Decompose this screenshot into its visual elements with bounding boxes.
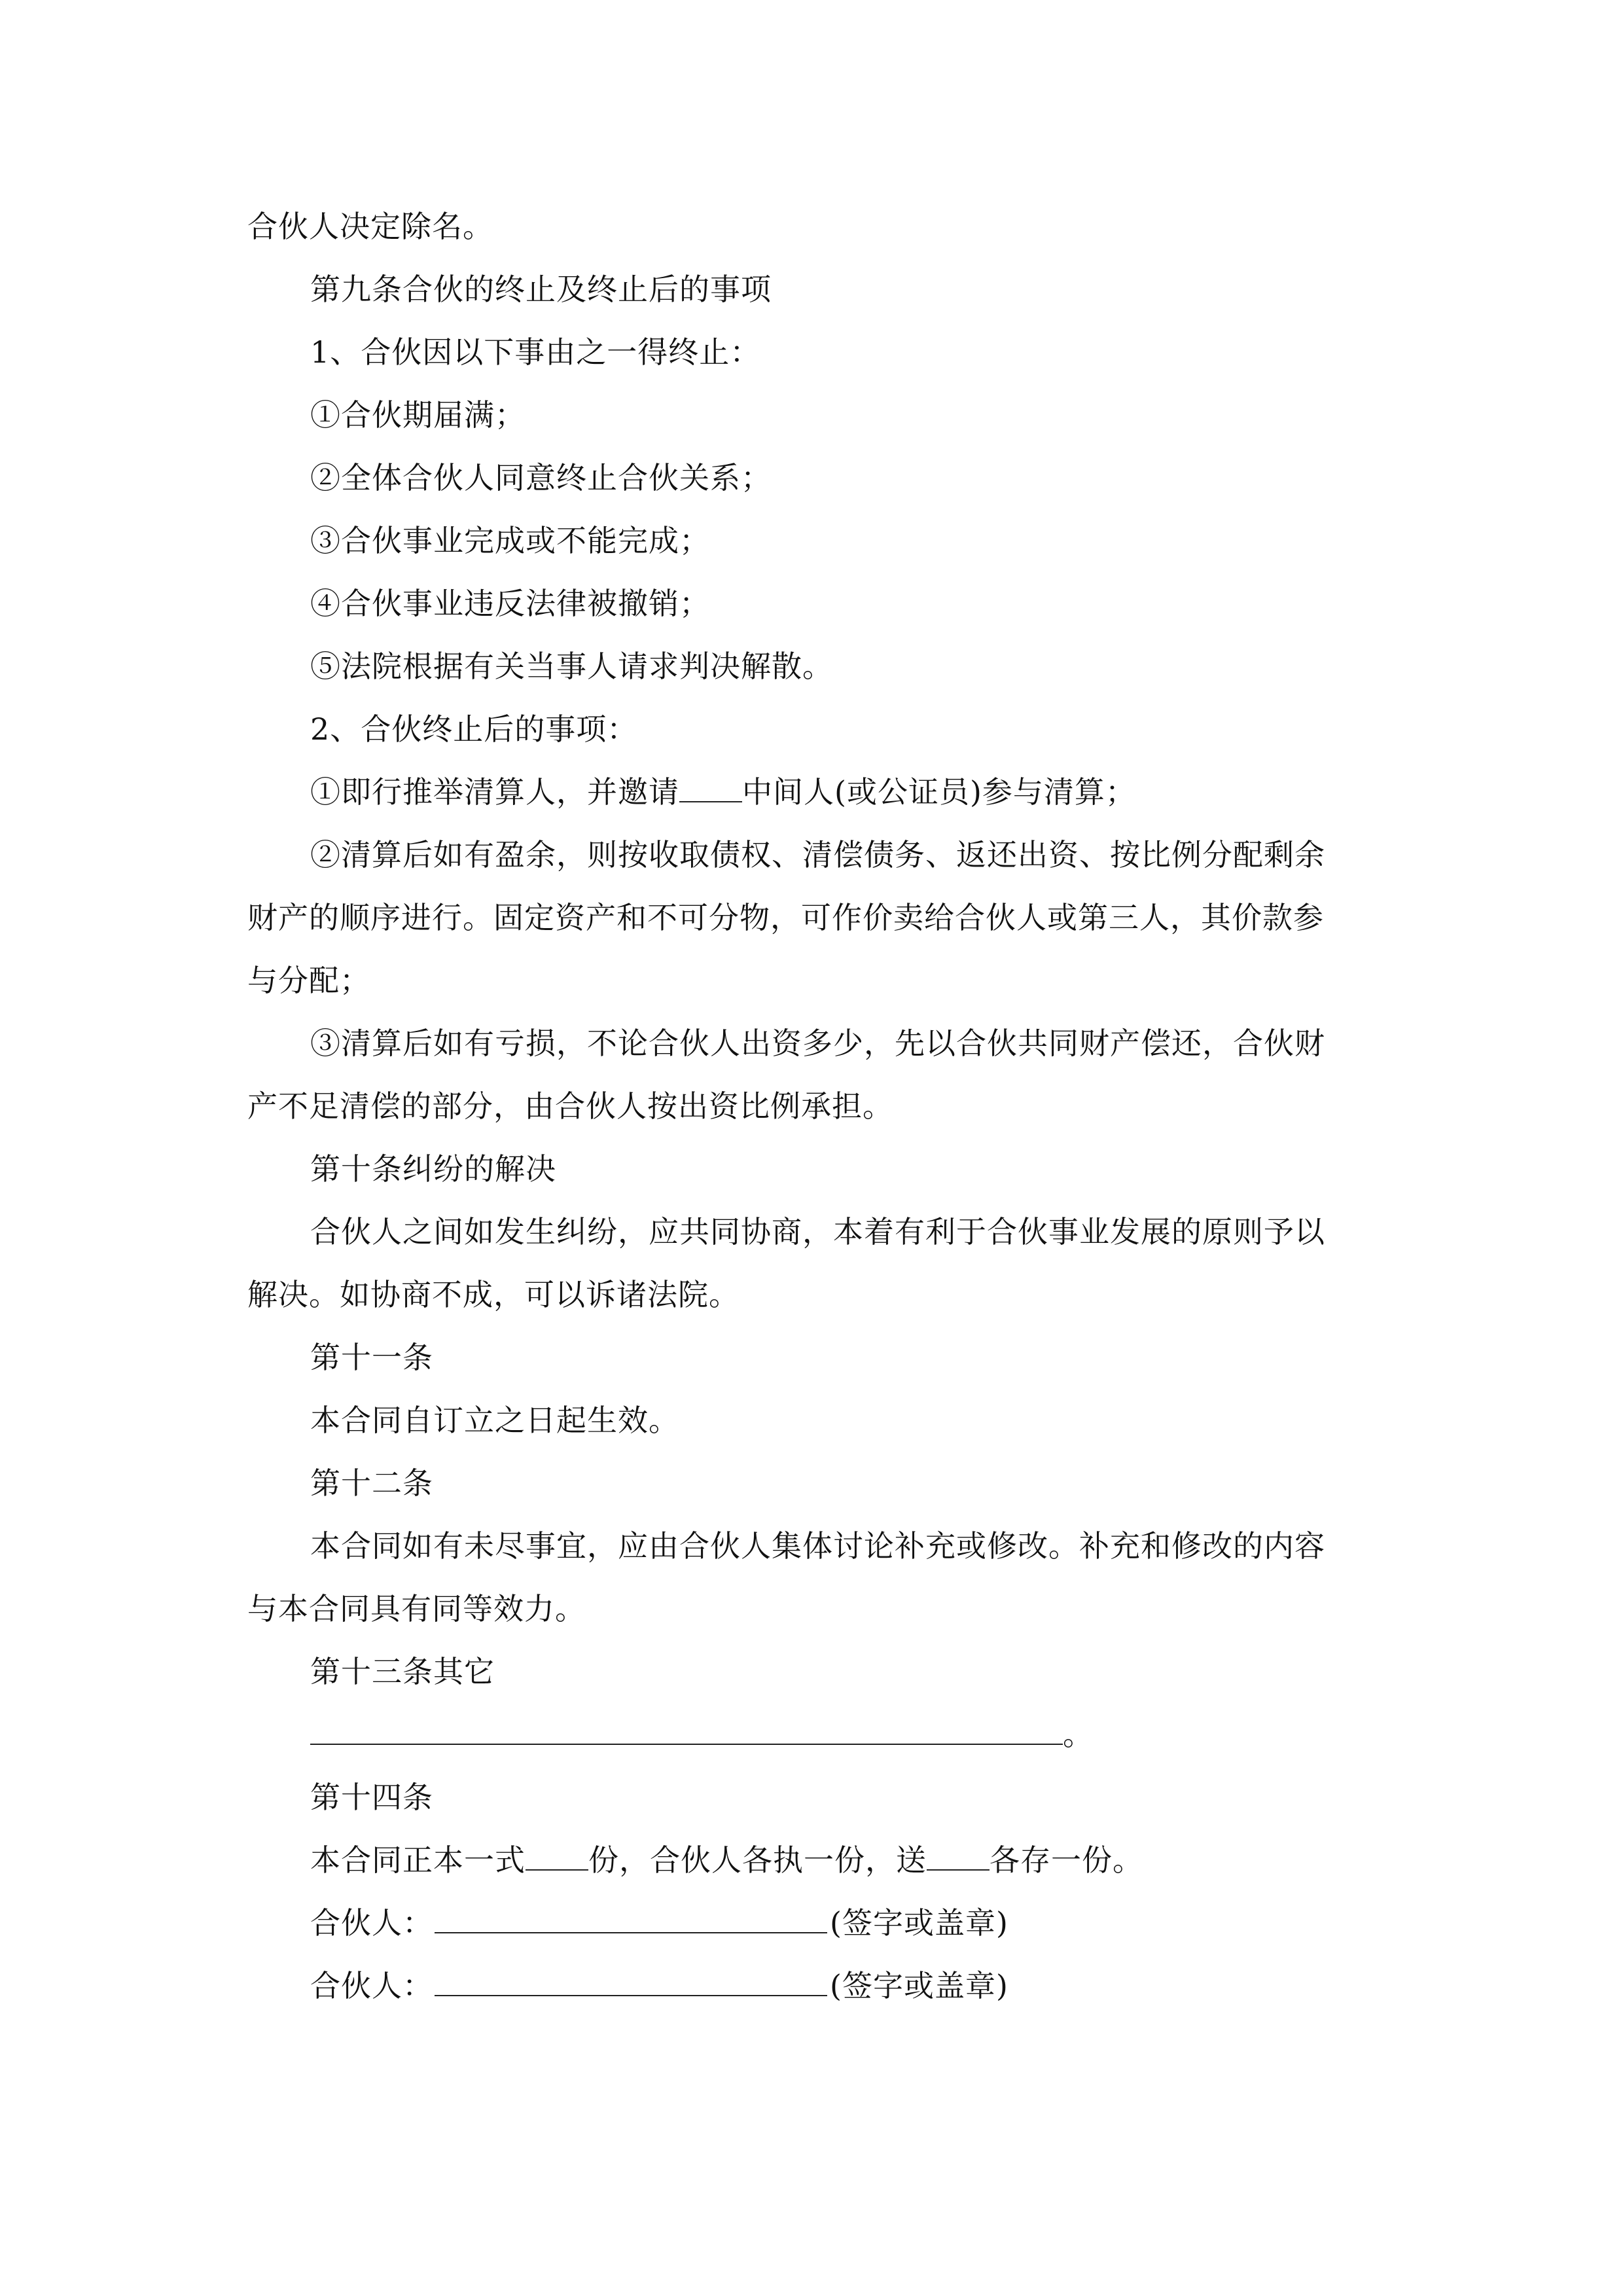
text-line: 1、合伙因以下事由之一得终止： (310, 334, 761, 370)
text-line: 本合同自订立之日起生效。 (310, 1403, 679, 1438)
text-line: 财产的顺序进行。固定资产和不可分物，可作价卖给合伙人或第三人，其价款参 (247, 900, 1324, 935)
text-line: 合伙人决定除名。 (247, 209, 493, 244)
signature-blank (435, 1969, 827, 1996)
section-heading-13: 第十三条其它 (310, 1654, 495, 1689)
text-line: 2、合伙终止后的事项： (310, 711, 638, 747)
list-item: ⑤法院根据有关当事人请求判决解散。 (310, 649, 833, 684)
signature-label: 合伙人： (310, 1968, 433, 2003)
text-line: 产不足清偿的部分，由合伙人按出资比例承担。 (247, 1088, 893, 1124)
fill-in-blank (526, 1843, 588, 1871)
section-heading-14: 第十四条 (310, 1780, 433, 1815)
text-line: 本合同如有未尽事宜，应由合伙人集体讨论补充或修改。补充和修改的内容 (310, 1528, 1325, 1564)
signature-line (310, 1967, 1008, 2004)
signature-line (310, 1905, 1008, 1941)
list-item (310, 774, 1136, 810)
text-segment: 本合同正本一式 (310, 1842, 526, 1878)
text-line: 解决。如协商不成，可以诉诸法院。 (247, 1277, 740, 1312)
text-segment: 。 (1063, 1717, 1094, 1752)
text-line: 与本合同具有同等效力。 (247, 1591, 586, 1626)
text-line: 与分配； (247, 963, 370, 998)
section-heading-9: 第九条合伙的终止及终止后的事项 (310, 272, 772, 307)
text-segment: 份，合伙人各执一份，送 (588, 1842, 927, 1878)
text-line: 合伙人之间如发生纠纷，应共同协商，本着有利于合伙事业发展的原则予以 (310, 1214, 1325, 1249)
text-segment: 各存一份。 (990, 1842, 1143, 1878)
signature-note: (签字或盖章) (830, 1905, 1008, 1941)
section-heading-10: 第十条纠纷的解决 (310, 1151, 556, 1187)
signature-blank (435, 1906, 827, 1933)
list-item: ③清算后如有亏损，不论合伙人出资多少，先以合伙共同财产偿还，合伙财 (310, 1026, 1325, 1061)
text-segment: 中间人(或公证员)参与清算； (742, 774, 1136, 810)
text-segment: ①即行推举清算人，并邀请 (310, 774, 679, 810)
list-item: ②清算后如有盈余，则按收取债权、清偿债务、返还出资、按比例分配剩余 (310, 837, 1325, 872)
section-heading-12: 第十二条 (310, 1465, 433, 1501)
fill-in-blank (927, 1843, 990, 1871)
section-heading-11: 第十一条 (310, 1340, 433, 1375)
other-terms-line (310, 1716, 1094, 1753)
signature-note: (签字或盖章) (830, 1968, 1008, 2003)
list-item: ②全体合伙人同意终止合伙关系； (310, 460, 772, 495)
list-item: ③合伙事业完成或不能完成； (310, 523, 710, 558)
copies-line (310, 1842, 1143, 1878)
fill-in-blank (310, 1717, 1063, 1745)
list-item: ①合伙期届满； (310, 397, 526, 433)
list-item: ④合伙事业违反法律被撤销； (310, 586, 710, 621)
fill-in-blank (679, 775, 742, 802)
signature-label: 合伙人： (310, 1905, 433, 1941)
